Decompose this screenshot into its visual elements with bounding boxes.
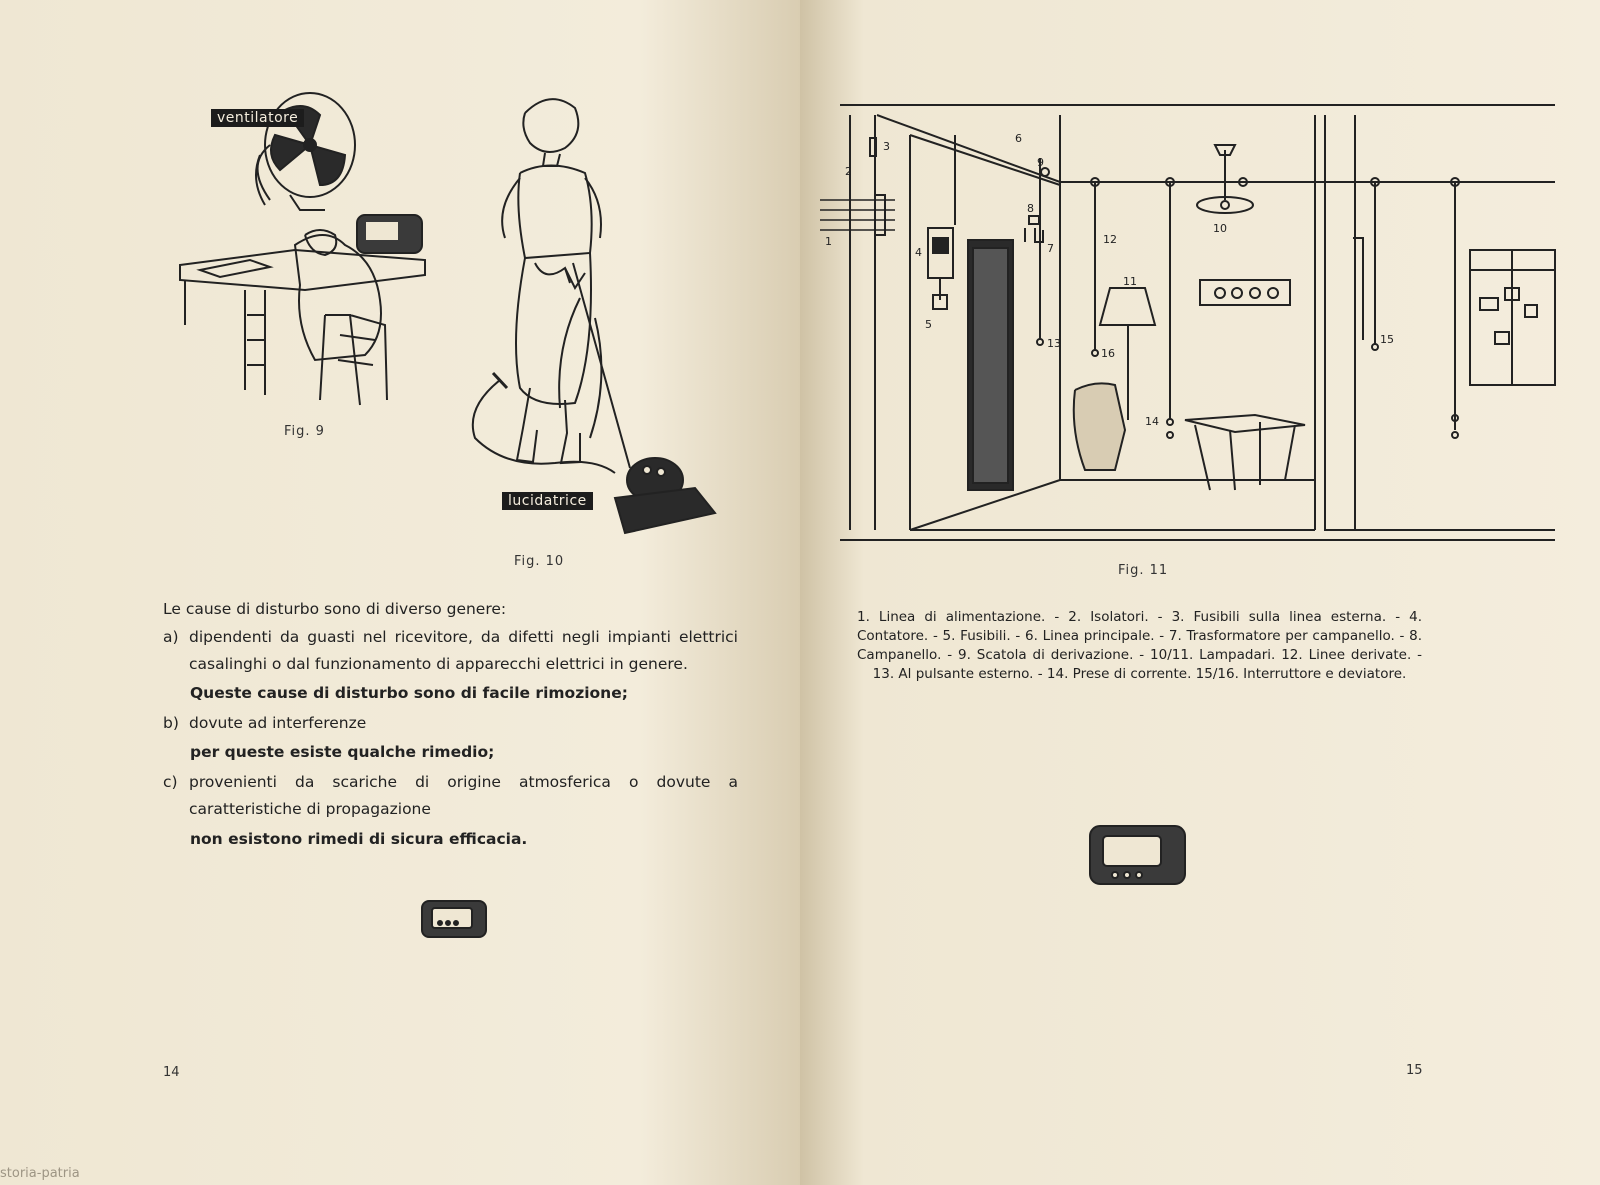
fig11-label-4: 4 xyxy=(915,246,922,259)
fig11-label-16: 16 xyxy=(1101,347,1115,360)
fig10-caption: Fig. 10 xyxy=(514,554,565,569)
fig10-illustration xyxy=(465,88,725,543)
body-text xyxy=(163,596,738,853)
fig9-caption: Fig. 9 xyxy=(284,424,325,439)
intro-line: Le cause di disturbo sono di diverso genere: xyxy=(163,600,507,618)
radio-icon xyxy=(418,895,493,945)
list-item-b xyxy=(163,710,738,737)
watermark: storia-patria xyxy=(0,1166,80,1181)
item-marker: a) xyxy=(163,628,179,646)
fig9-illustration xyxy=(175,85,445,420)
radio-icon xyxy=(1085,820,1195,895)
page-number-left: 14 xyxy=(163,1065,180,1080)
list-item-c xyxy=(163,769,738,823)
fig11-label-3: 3 xyxy=(883,140,890,153)
item-text: dipendenti da guasti nel ricevitore, da difetti negli impianti elettrici casalinghi o dal funzionamento di apparecchi elettrici in genere. xyxy=(189,628,738,673)
item-marker: c) xyxy=(163,773,178,791)
item-text: provenienti da scariche di origine atmosferica o dovute a caratteristiche di propagazione xyxy=(189,773,738,818)
item-marker: b) xyxy=(163,714,179,732)
item-a-bold: Queste cause di disturbo sono di facile rimozione; xyxy=(190,684,628,702)
fig11-label-5: 5 xyxy=(925,318,932,331)
fig11-label-11: 11 xyxy=(1123,275,1137,288)
list-item-a xyxy=(163,624,738,678)
fig11-legend: 1. Linea di alimentazione. - 2. Isolatori. - 3. Fusibili sulla linea esterna. - 4. Contatore. - 5. Fusibili. - 6. Linea principale. - 7. Trasformatore per campanello. - 8. Campanello. - 9. Scatola di derivazione. - 10/11. Lampadari. 12. Linee derivate. - 13. Al pulsante esterno. - 14. Prese di corrente. 15/16. Interruttore e deviatore. xyxy=(857,609,1422,682)
fig11-label-15: 15 xyxy=(1380,333,1394,346)
item-c-bold: non esistono rimedi di sicura efficacia. xyxy=(190,830,528,848)
item-b-bold: per queste esiste qualche rimedio; xyxy=(190,743,495,761)
fig11-label-7: 7 xyxy=(1047,242,1054,255)
fig11-label-10: 10 xyxy=(1213,222,1227,235)
fig9-tag: ventilatore xyxy=(211,109,304,127)
fig11-label-2: 2 xyxy=(845,165,852,178)
fig11-label-13: 13 xyxy=(1047,337,1061,350)
fig10-tag: lucidatrice xyxy=(502,492,593,510)
fig11-wiring-diagram xyxy=(815,100,1560,555)
fig11-label-14: 14 xyxy=(1145,415,1159,428)
fig11-label-6: 6 xyxy=(1015,132,1022,145)
fig11-label-12: 12 xyxy=(1103,233,1117,246)
fig11-label-1: 1 xyxy=(825,235,832,248)
item-text: dovute ad interferenze xyxy=(189,714,367,732)
fig11-caption: Fig. 11 xyxy=(1118,563,1169,578)
fig11-label-8: 8 xyxy=(1027,202,1034,215)
right-page xyxy=(800,0,1600,1185)
fig11-label-9: 9 xyxy=(1037,156,1044,169)
page-number-right: 15 xyxy=(1406,1063,1423,1078)
